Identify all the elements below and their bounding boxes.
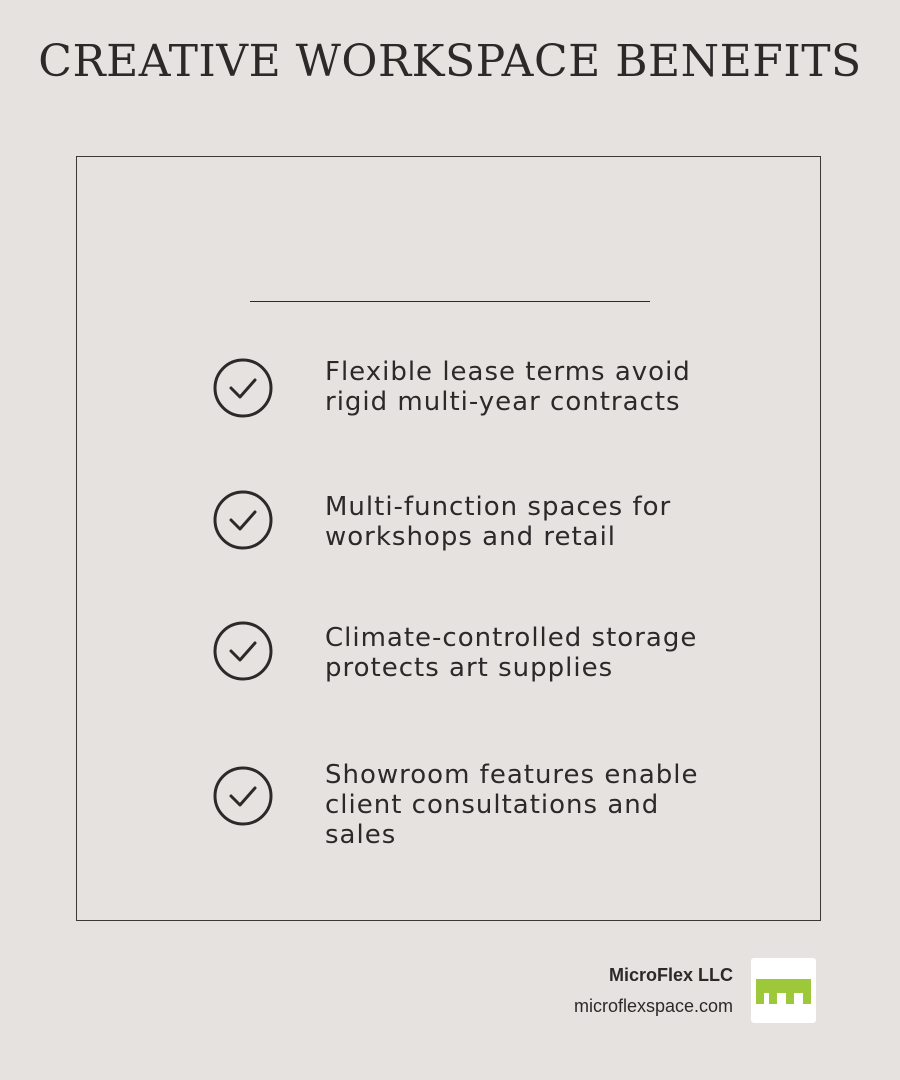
company-name: MicroFlex LLC: [608, 965, 733, 985]
benefit-line: client consultations and: [325, 790, 660, 820]
divider-line: [250, 301, 650, 302]
check-circle-icon: [212, 357, 274, 419]
benefit-line: sales: [325, 820, 397, 850]
benefit-line: rigid multi-year contracts: [325, 387, 681, 417]
benefit-line: protects art supplies: [325, 653, 614, 683]
benefit-line: Flexible lease terms avoid: [325, 357, 691, 387]
benefit-text: [325, 357, 725, 417]
check-circle-icon: [212, 765, 274, 827]
check-circle-icon: [212, 489, 274, 551]
check-circle-icon: [212, 620, 274, 682]
page-title: CREATIVE WORKSPACE BENEFITS: [38, 36, 862, 87]
benefit-line: Multi-function spaces for: [325, 492, 672, 522]
benefit-text: [325, 760, 725, 850]
company-website[interactable]: microflexspace.com: [573, 996, 733, 1016]
benefit-line: workshops and retail: [325, 522, 617, 552]
microflex-logo-icon: [751, 958, 816, 1023]
company-logo: [751, 958, 816, 1023]
benefit-line: Climate-controlled storage: [325, 623, 698, 653]
benefit-text: [325, 623, 725, 683]
benefit-line: Showroom features enable: [325, 760, 699, 790]
benefit-text: [325, 492, 725, 552]
